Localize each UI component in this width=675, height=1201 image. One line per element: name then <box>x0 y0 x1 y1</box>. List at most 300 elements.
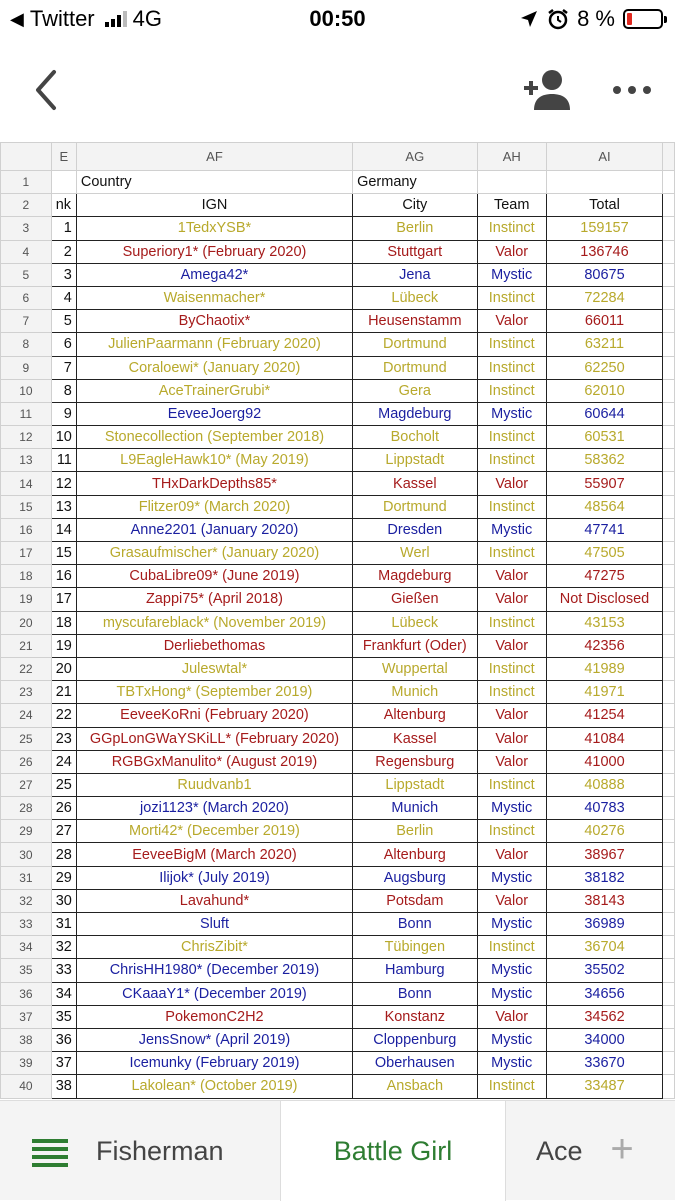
cell-rank[interactable]: 6 <box>51 333 76 356</box>
cell-rank[interactable]: 2 <box>51 240 76 263</box>
table-row[interactable] <box>1 171 675 194</box>
table-row[interactable] <box>1 565 675 588</box>
table-row[interactable] <box>1 681 675 704</box>
cell-total[interactable]: 47505 <box>546 542 662 565</box>
cell-total[interactable]: 33487 <box>546 1075 662 1098</box>
cell-ign[interactable]: Morti42* (December 2019) <box>76 820 352 843</box>
cell-city[interactable]: Stuttgart <box>353 240 477 263</box>
cell-team[interactable]: Instinct <box>477 611 546 634</box>
cell-ign[interactable]: Derliebethomas <box>76 634 352 657</box>
table-row[interactable] <box>1 611 675 634</box>
table-row[interactable] <box>1 472 675 495</box>
cell-rank[interactable]: 27 <box>51 820 76 843</box>
table-header-row[interactable] <box>1 194 675 217</box>
row-number[interactable]: 37 <box>1 1005 52 1028</box>
cell-team[interactable]: Valor <box>477 727 546 750</box>
cell-extra[interactable] <box>663 286 675 309</box>
cell-rank[interactable]: 7 <box>51 356 76 379</box>
header-team[interactable]: Team <box>477 194 546 217</box>
cell-city[interactable]: Lübeck <box>353 286 477 309</box>
cell-city[interactable]: Dortmund <box>353 356 477 379</box>
cell-team[interactable] <box>477 171 546 194</box>
cell-city[interactable]: Berlin <box>353 217 477 240</box>
cell-city[interactable]: Frankfurt (Oder) <box>353 634 477 657</box>
cell-ign[interactable]: PokemonC2H2 <box>76 1005 352 1028</box>
cell-total[interactable]: 35502 <box>546 959 662 982</box>
cell-team[interactable]: Instinct <box>477 333 546 356</box>
cell-team[interactable]: Mystic <box>477 866 546 889</box>
add-person-button[interactable] <box>520 68 572 112</box>
cell-ign[interactable]: Icemunky (February 2019) <box>76 1052 352 1075</box>
cell-city[interactable]: Dortmund <box>353 333 477 356</box>
cell-rank[interactable]: 19 <box>51 634 76 657</box>
table-row[interactable] <box>1 820 675 843</box>
row-number[interactable]: 9 <box>1 356 52 379</box>
cell-extra[interactable] <box>663 704 675 727</box>
cell-team[interactable]: Instinct <box>477 217 546 240</box>
cell-team[interactable]: Instinct <box>477 657 546 680</box>
table-row[interactable] <box>1 1075 675 1098</box>
cell-team[interactable]: Mystic <box>477 263 546 286</box>
row-number[interactable]: 23 <box>1 681 52 704</box>
row-number[interactable]: 10 <box>1 379 52 402</box>
row-number[interactable]: 30 <box>1 843 52 866</box>
cell-extra[interactable] <box>663 959 675 982</box>
cell-extra[interactable] <box>663 634 675 657</box>
cell-team[interactable]: Valor <box>477 750 546 773</box>
table-row[interactable] <box>1 750 675 773</box>
row-number[interactable]: 28 <box>1 797 52 820</box>
cell-city[interactable]: Lippstadt <box>353 449 477 472</box>
row-number[interactable]: 25 <box>1 727 52 750</box>
table-row[interactable] <box>1 1005 675 1028</box>
cell-team[interactable]: Instinct <box>477 773 546 796</box>
tab-ace[interactable] <box>506 1101 583 1201</box>
column-header-af[interactable]: AF <box>76 143 352 171</box>
cell-rank[interactable]: 16 <box>51 565 76 588</box>
table-row[interactable] <box>1 797 675 820</box>
tab-fisherman[interactable] <box>96 1101 276 1201</box>
cell-extra[interactable] <box>663 426 675 449</box>
cell-rank[interactable]: 37 <box>51 1052 76 1075</box>
cell-team[interactable]: Instinct <box>477 356 546 379</box>
row-number[interactable]: 20 <box>1 611 52 634</box>
cell-extra[interactable] <box>663 472 675 495</box>
cell-extra[interactable] <box>663 495 675 518</box>
cell-city[interactable]: Dresden <box>353 518 477 541</box>
table-row[interactable] <box>1 1028 675 1051</box>
table-row[interactable] <box>1 263 675 286</box>
row-number[interactable]: 24 <box>1 704 52 727</box>
cell-city[interactable]: Hamburg <box>353 959 477 982</box>
table-row[interactable] <box>1 449 675 472</box>
cell-city[interactable]: Oberhausen <box>353 1052 477 1075</box>
add-sheet-button[interactable] <box>600 1127 644 1171</box>
cell-extra[interactable] <box>663 611 675 634</box>
column-header-aj[interactable] <box>663 143 675 171</box>
cell-extra[interactable] <box>663 913 675 936</box>
cell-ign[interactable]: Anne2201 (January 2020) <box>76 518 352 541</box>
cell-rank[interactable]: 18 <box>51 611 76 634</box>
table-row[interactable] <box>1 310 675 333</box>
table-row[interactable] <box>1 402 675 425</box>
cell-total[interactable]: 40276 <box>546 820 662 843</box>
cell-ign[interactable]: EeveeBigM (March 2020) <box>76 843 352 866</box>
row-number[interactable]: 32 <box>1 889 52 912</box>
cell-total[interactable]: 66011 <box>546 310 662 333</box>
cell-rank[interactable]: 31 <box>51 913 76 936</box>
cell-total[interactable]: 136746 <box>546 240 662 263</box>
cell-rank[interactable]: 34 <box>51 982 76 1005</box>
cell-total[interactable]: 60531 <box>546 426 662 449</box>
cell-ign[interactable]: Lakolean* (October 2019) <box>76 1075 352 1098</box>
cell-total[interactable]: 36704 <box>546 936 662 959</box>
cell-total[interactable]: 47741 <box>546 518 662 541</box>
header-ign[interactable]: IGN <box>76 194 352 217</box>
cell-extra[interactable] <box>663 866 675 889</box>
row-number[interactable]: 35 <box>1 959 52 982</box>
cell-ign[interactable]: TBTxHong* (September 2019) <box>76 681 352 704</box>
cell-team[interactable]: Mystic <box>477 959 546 982</box>
cell-city[interactable]: Altenburg <box>353 704 477 727</box>
cell-city[interactable]: Konstanz <box>353 1005 477 1028</box>
cell-ign[interactable]: Juleswtal* <box>76 657 352 680</box>
cell-ign[interactable]: Flitzer09* (March 2020) <box>76 495 352 518</box>
table-row[interactable] <box>1 379 675 402</box>
cell-total[interactable]: 38143 <box>546 889 662 912</box>
cell-ign[interactable]: EeveeKoRni (February 2020) <box>76 704 352 727</box>
cell-extra[interactable] <box>663 518 675 541</box>
table-row[interactable] <box>1 773 675 796</box>
header-rank[interactable]: nk <box>51 194 76 217</box>
row-number[interactable]: 2 <box>1 194 52 217</box>
cell-total[interactable]: 34656 <box>546 982 662 1005</box>
cell-total[interactable]: 58362 <box>546 449 662 472</box>
cell-rank[interactable]: 13 <box>51 495 76 518</box>
cell-total[interactable]: 34562 <box>546 1005 662 1028</box>
table-row[interactable] <box>1 542 675 565</box>
cell-city[interactable]: Lübeck <box>353 611 477 634</box>
table-row[interactable] <box>1 982 675 1005</box>
cell-team[interactable]: Instinct <box>477 542 546 565</box>
cell-city[interactable]: Altenburg <box>353 843 477 866</box>
cell-extra[interactable] <box>663 1028 675 1051</box>
cell-total[interactable]: 41084 <box>546 727 662 750</box>
row-number[interactable]: 11 <box>1 402 52 425</box>
cell-ign[interactable]: RGBGxManulito* (August 2019) <box>76 750 352 773</box>
row-number[interactable]: 40 <box>1 1075 52 1098</box>
table-row[interactable] <box>1 959 675 982</box>
cell-ign[interactable]: CKaaaY1* (December 2019) <box>76 982 352 1005</box>
cell-team[interactable]: Valor <box>477 310 546 333</box>
cell-ign[interactable]: EeveeJoerg92 <box>76 402 352 425</box>
row-number[interactable]: 12 <box>1 426 52 449</box>
row-number[interactable]: 33 <box>1 913 52 936</box>
column-header-ai[interactable]: AI <box>546 143 662 171</box>
cell-total[interactable]: Not Disclosed <box>546 588 662 611</box>
cell-rank[interactable]: 5 <box>51 310 76 333</box>
cell-city[interactable]: Bonn <box>353 913 477 936</box>
cell-rank[interactable]: 26 <box>51 797 76 820</box>
table-row[interactable] <box>1 217 675 240</box>
cell-team[interactable]: Instinct <box>477 820 546 843</box>
column-header-ah[interactable]: AH <box>477 143 546 171</box>
cell-team[interactable]: Instinct <box>477 449 546 472</box>
cell-ign[interactable]: THxDarkDepths85* <box>76 472 352 495</box>
sheet-list-button[interactable] <box>32 1139 68 1165</box>
row-number[interactable]: 4 <box>1 240 52 263</box>
cell-extra[interactable] <box>663 797 675 820</box>
cell-city[interactable]: Kassel <box>353 727 477 750</box>
cell-city[interactable]: Dortmund <box>353 495 477 518</box>
cell-total[interactable]: 36989 <box>546 913 662 936</box>
cell-rank[interactable]: 10 <box>51 426 76 449</box>
cell-team[interactable]: Instinct <box>477 286 546 309</box>
cell-extra[interactable] <box>663 1005 675 1028</box>
row-number[interactable]: 34 <box>1 936 52 959</box>
cell-city[interactable]: Ansbach <box>353 1075 477 1098</box>
row-number[interactable]: 3 <box>1 217 52 240</box>
cell-team[interactable]: Mystic <box>477 797 546 820</box>
cell-rank[interactable]: 28 <box>51 843 76 866</box>
row-number[interactable]: 13 <box>1 449 52 472</box>
cell-city[interactable]: Berlin <box>353 820 477 843</box>
header-total[interactable]: Total <box>546 194 662 217</box>
cell-city[interactable]: Bocholt <box>353 426 477 449</box>
cell-city[interactable]: Cloppenburg <box>353 1028 477 1051</box>
cell-total[interactable]: 63211 <box>546 333 662 356</box>
cell-ign[interactable]: Waisenmacher* <box>76 286 352 309</box>
cell-rank[interactable]: 15 <box>51 542 76 565</box>
cell-total[interactable]: 48564 <box>546 495 662 518</box>
cell-rank[interactable]: 29 <box>51 866 76 889</box>
cell-rank[interactable]: 9 <box>51 402 76 425</box>
table-row[interactable] <box>1 889 675 912</box>
back-to-app-icon[interactable]: ◀ <box>10 8 24 29</box>
cell-rank[interactable]: 20 <box>51 657 76 680</box>
spreadsheet[interactable] <box>0 142 675 1100</box>
cell-ign[interactable]: Amega42* <box>76 263 352 286</box>
table-row[interactable] <box>1 426 675 449</box>
cell-team[interactable]: Mystic <box>477 982 546 1005</box>
cell-team[interactable]: Instinct <box>477 681 546 704</box>
spreadsheet-grid[interactable] <box>0 142 675 1099</box>
cell-ign[interactable]: L9EagleHawk10* (May 2019) <box>76 449 352 472</box>
row-number[interactable]: 16 <box>1 518 52 541</box>
cell-total[interactable]: 38182 <box>546 866 662 889</box>
cell-total[interactable]: 43153 <box>546 611 662 634</box>
table-row[interactable] <box>1 936 675 959</box>
more-options-button[interactable] <box>610 78 654 102</box>
cell-ign[interactable]: Ilijok* (July 2019) <box>76 866 352 889</box>
row-number[interactable]: 6 <box>1 286 52 309</box>
cell-total[interactable]: 72284 <box>546 286 662 309</box>
row-number[interactable]: 15 <box>1 495 52 518</box>
cell-ign[interactable]: ChrisHH1980* (December 2019) <box>76 959 352 982</box>
cell-total[interactable]: 41000 <box>546 750 662 773</box>
cell-city[interactable]: Augsburg <box>353 866 477 889</box>
cell-team[interactable]: Valor <box>477 472 546 495</box>
cell-ign[interactable]: CubaLibre09* (June 2019) <box>76 565 352 588</box>
cell-total[interactable]: 55907 <box>546 472 662 495</box>
table-row[interactable] <box>1 866 675 889</box>
row-number[interactable]: 1 <box>1 171 52 194</box>
cell-rank[interactable]: 23 <box>51 727 76 750</box>
table-row[interactable] <box>1 704 675 727</box>
cell-total[interactable]: 34000 <box>546 1028 662 1051</box>
cell-rank[interactable]: 17 <box>51 588 76 611</box>
cell-extra[interactable] <box>663 773 675 796</box>
cell-ign[interactable]: JulienPaarmann (February 2020) <box>76 333 352 356</box>
cell-extra[interactable] <box>663 727 675 750</box>
cell-extra[interactable] <box>663 1052 675 1075</box>
table-row[interactable] <box>1 286 675 309</box>
cell-total[interactable]: 41971 <box>546 681 662 704</box>
table-row[interactable] <box>1 634 675 657</box>
table-row[interactable] <box>1 588 675 611</box>
cell-extra[interactable] <box>663 194 675 217</box>
cell-extra[interactable] <box>663 588 675 611</box>
cell-ign[interactable]: ChrisZibit* <box>76 936 352 959</box>
cell-ign[interactable]: Coraloewi* (January 2020) <box>76 356 352 379</box>
cell-ign[interactable]: JensSnow* (April 2019) <box>76 1028 352 1051</box>
cell-extra[interactable] <box>663 982 675 1005</box>
cell-city[interactable]: Tübingen <box>353 936 477 959</box>
back-button[interactable] <box>28 66 68 114</box>
cell-ign[interactable]: Stonecollection (September 2018) <box>76 426 352 449</box>
row-number[interactable]: 17 <box>1 542 52 565</box>
cell-team[interactable]: Mystic <box>477 518 546 541</box>
cell-rank[interactable]: 32 <box>51 936 76 959</box>
cell-city[interactable]: Lippstadt <box>353 773 477 796</box>
cell-city[interactable]: Magdeburg <box>353 565 477 588</box>
cell-ign[interactable]: 1TedxYSB* <box>76 217 352 240</box>
cell-total[interactable] <box>546 171 662 194</box>
cell-team[interactable]: Valor <box>477 240 546 263</box>
cell-country-value[interactable]: Germany <box>353 171 477 194</box>
row-number[interactable]: 7 <box>1 310 52 333</box>
cell-city[interactable]: Wuppertal <box>353 657 477 680</box>
cell-extra[interactable] <box>663 843 675 866</box>
cell-ign[interactable]: Lavahund* <box>76 889 352 912</box>
cell-extra[interactable] <box>663 1075 675 1098</box>
cell-extra[interactable] <box>663 356 675 379</box>
cell-total[interactable]: 62010 <box>546 379 662 402</box>
cell-rank[interactable]: 21 <box>51 681 76 704</box>
cell-rank[interactable]: 36 <box>51 1028 76 1051</box>
column-header-e[interactable]: E <box>51 143 76 171</box>
cell-team[interactable]: Mystic <box>477 402 546 425</box>
cell-total[interactable]: 60644 <box>546 402 662 425</box>
cell-rank[interactable]: 8 <box>51 379 76 402</box>
cell-extra[interactable] <box>663 379 675 402</box>
table-row[interactable] <box>1 913 675 936</box>
cell-extra[interactable] <box>663 681 675 704</box>
cell-city[interactable]: Gießen <box>353 588 477 611</box>
cell-city[interactable]: Munich <box>353 681 477 704</box>
cell-ign[interactable]: GGpLonGWaYSKiLL* (February 2020) <box>76 727 352 750</box>
column-header-ag[interactable]: AG <box>353 143 477 171</box>
cell-extra[interactable] <box>663 657 675 680</box>
row-number[interactable]: 21 <box>1 634 52 657</box>
row-number[interactable]: 19 <box>1 588 52 611</box>
cell-extra[interactable] <box>663 820 675 843</box>
cell-rank[interactable]: 11 <box>51 449 76 472</box>
cell-rank[interactable]: 38 <box>51 1075 76 1098</box>
cell-city[interactable]: Kassel <box>353 472 477 495</box>
table-row[interactable] <box>1 495 675 518</box>
cell-total[interactable]: 33670 <box>546 1052 662 1075</box>
cell-city[interactable]: Magdeburg <box>353 402 477 425</box>
cell-city[interactable]: Werl <box>353 542 477 565</box>
cell-ign[interactable]: ByChaotix* <box>76 310 352 333</box>
cell-team[interactable]: Valor <box>477 843 546 866</box>
cell-extra[interactable] <box>663 889 675 912</box>
cell-total[interactable]: 42356 <box>546 634 662 657</box>
row-number[interactable]: 18 <box>1 565 52 588</box>
cell-team[interactable]: Valor <box>477 889 546 912</box>
cell-city[interactable]: Bonn <box>353 982 477 1005</box>
table-row[interactable] <box>1 518 675 541</box>
cell-rank[interactable]: 12 <box>51 472 76 495</box>
cell-team[interactable]: Instinct <box>477 495 546 518</box>
cell-ign[interactable]: Zappi75* (April 2018) <box>76 588 352 611</box>
cell-total[interactable]: 159157 <box>546 217 662 240</box>
cell-extra[interactable] <box>663 402 675 425</box>
cell-team[interactable]: Valor <box>477 634 546 657</box>
cell-city[interactable]: Munich <box>353 797 477 820</box>
table-row[interactable] <box>1 356 675 379</box>
cell-rank[interactable]: 30 <box>51 889 76 912</box>
cell-extra[interactable] <box>663 171 675 194</box>
cell-extra[interactable] <box>663 333 675 356</box>
cell-rank[interactable]: 1 <box>51 217 76 240</box>
row-number[interactable]: 36 <box>1 982 52 1005</box>
row-number[interactable]: 8 <box>1 333 52 356</box>
cell-city[interactable]: Jena <box>353 263 477 286</box>
cell-team[interactable]: Instinct <box>477 936 546 959</box>
table-row[interactable] <box>1 240 675 263</box>
cell-team[interactable]: Valor <box>477 704 546 727</box>
cell-extra[interactable] <box>663 936 675 959</box>
cell-city[interactable]: Heusenstamm <box>353 310 477 333</box>
row-number[interactable]: 31 <box>1 866 52 889</box>
cell-extra[interactable] <box>663 542 675 565</box>
cell-total[interactable]: 62250 <box>546 356 662 379</box>
cell-extra[interactable] <box>663 240 675 263</box>
table-row[interactable] <box>1 727 675 750</box>
cell-ign[interactable]: Sluft <box>76 913 352 936</box>
cell-team[interactable]: Mystic <box>477 1028 546 1051</box>
cell-team[interactable]: Instinct <box>477 1075 546 1098</box>
row-number[interactable]: 29 <box>1 820 52 843</box>
cell-extra[interactable] <box>663 263 675 286</box>
cell-team[interactable]: Valor <box>477 565 546 588</box>
cell-total[interactable]: 80675 <box>546 263 662 286</box>
row-number[interactable]: 27 <box>1 773 52 796</box>
cell-ign[interactable]: Ruudvanb1 <box>76 773 352 796</box>
cell-ign[interactable]: AceTrainerGrubi* <box>76 379 352 402</box>
cell-extra[interactable] <box>663 565 675 588</box>
tab-battle-girl[interactable] <box>280 1101 506 1201</box>
row-number[interactable]: 39 <box>1 1052 52 1075</box>
row-number[interactable]: 5 <box>1 263 52 286</box>
cell-extra[interactable] <box>663 449 675 472</box>
table-row[interactable] <box>1 333 675 356</box>
cell-extra[interactable] <box>663 217 675 240</box>
cell-total[interactable]: 40783 <box>546 797 662 820</box>
cell-team[interactable]: Mystic <box>477 913 546 936</box>
